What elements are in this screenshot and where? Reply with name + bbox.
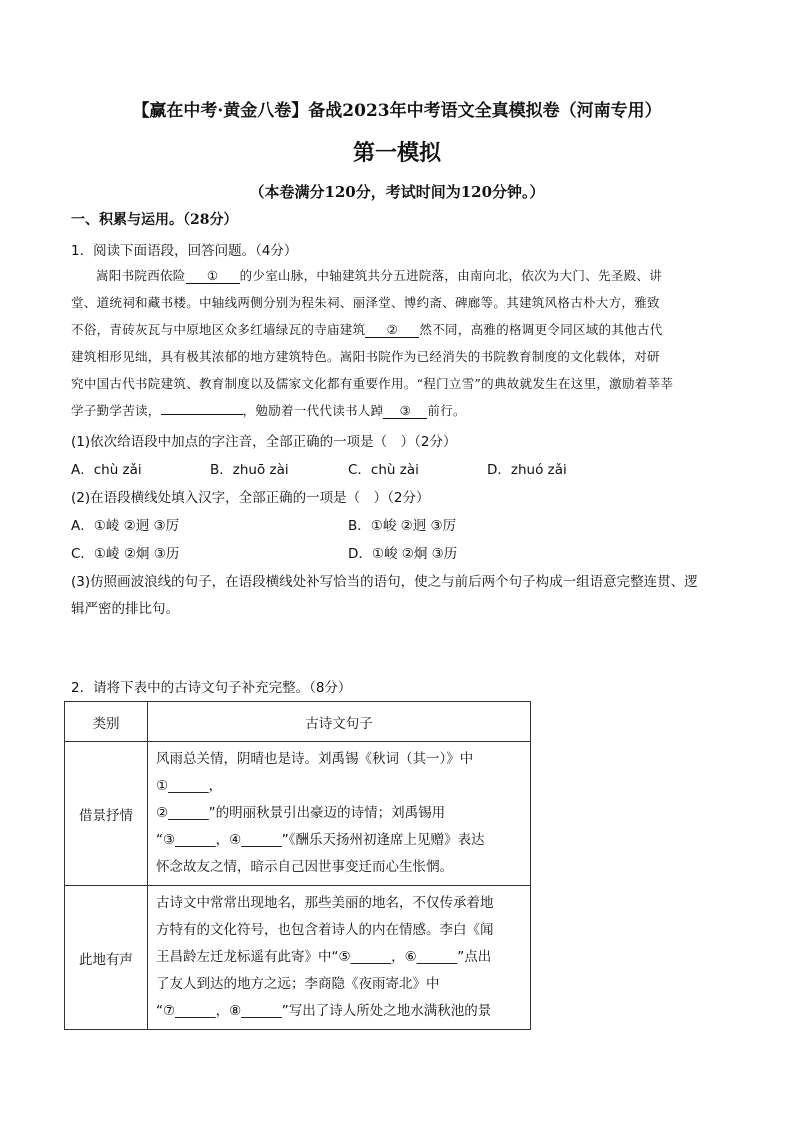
option-d[interactable]: D．①峻 ②炯 ③历 xyxy=(348,546,458,562)
row-line: “③______，④______”《酬乐天扬州初逢席上见赠》表达 xyxy=(156,832,485,848)
option-d[interactable]: D．zhuó zǎi xyxy=(487,462,567,478)
row-line: “⑦______，⑧______”写出了诗人所处之地水满秋池的景 xyxy=(156,1003,492,1019)
blank-3: ③ xyxy=(383,403,427,419)
sub-question-3-line: 辑严密的排比句。 xyxy=(71,601,179,617)
passage-line: 不俗，青砖灰瓦与中原地区众多红墙绿瓦的寺庙建筑 ② 然不同，高雅的格调更令同区域的其他古代 xyxy=(71,322,663,337)
header-sentences: 古诗文句子 xyxy=(148,702,531,742)
table-header-row xyxy=(65,702,531,742)
exam-note: （本卷满分120分，考试时间为120分钟。） xyxy=(249,183,545,201)
option-c[interactable]: C．①崚 ②炯 ③历 xyxy=(71,546,180,562)
sub-question-3-line: (3)仿照画波浪线的句子，在语段横线处补写恰当的语句，使之与前后两个句子构成一组语意完整连贯、逻 xyxy=(71,574,698,590)
row-category: 此地有声 xyxy=(65,886,148,1030)
exam-title: 【赢在中考·黄金八卷】备战2023年中考语文全真模拟卷（河南专用） xyxy=(132,101,662,121)
passage-line: 究中国古代书院建筑、教育制度以及儒家文化都有重要作用。“程门立雪”的典故就发生在这里，激励着莘莘 xyxy=(71,376,674,391)
exam-subtitle: 第一模拟 xyxy=(352,140,441,166)
passage-line: 堂、道统祠和藏书楼。中轴线两侧分别为程朱祠、丽泽堂、博约斋、碑廊等。其建筑风格古朴大方，雅致 xyxy=(71,295,660,310)
question-2-stem: 2．请将下表中的古诗文句子补充完整。（8分） xyxy=(71,680,352,696)
table-row xyxy=(65,886,531,1030)
table-row xyxy=(65,742,531,886)
row-category: 借景抒情 xyxy=(65,742,148,886)
row-line: ②______”的明丽秋景引出豪迈的诗情；刘禹锡用 xyxy=(156,805,446,821)
option-a[interactable]: A．①崚 ②迥 ③厉 xyxy=(71,518,180,534)
passage-line: 学子勤学苦读， ，勉励着一代代读书人踔 ③ 前行。 xyxy=(71,403,466,418)
section-heading: 一、积累与运用。（28分） xyxy=(71,212,238,228)
option-b[interactable]: B．①峻 ②迥 ③厉 xyxy=(348,518,457,534)
row-line: 王昌龄左迁龙标遥有此寄》中“⑤______，⑥______”点出 xyxy=(156,949,492,965)
sub-question-2-stem: (2)在语段横线处填入汉字，全部正确的一项是（ ）（2分） xyxy=(71,490,430,506)
option-c[interactable]: C．chù zài xyxy=(348,462,419,478)
row-line: 方特有的文化符号，也包含着诗人的内在情感。李白《闻 xyxy=(156,922,494,938)
row-line: 风雨总关情，阴晴也是诗。刘禹锡《秋词（其一）》中①______， xyxy=(156,751,474,794)
blank-wavy-sentence xyxy=(161,414,243,415)
row-line: 了友人到达的地方之远；李商隐《夜雨寄北》中 xyxy=(156,976,440,992)
row-line: 怀念故友之情，暗示自己因世事变迁而心生怅惘。 xyxy=(156,859,453,875)
sub-question-1-stem: (1)依次给语段中加点的字注音，全部正确的一项是（ ）（2分） xyxy=(71,434,457,450)
passage-line: 嵩阳书院西依险 ① 的少室山脉，中轴建筑共分五进院落，由南向北，依次为大门、先圣殿、讲 xyxy=(96,268,663,283)
blank-1: ① xyxy=(186,268,240,284)
question-1-stem: 1．阅读下面语段，回答问题。（4分） xyxy=(71,243,298,259)
row-content xyxy=(148,742,531,886)
poetry-table xyxy=(64,701,531,1030)
blank-2: ② xyxy=(365,322,419,338)
passage-line: 建筑相形见绌，具有极其浓郁的地方建筑特色。嵩阳书院作为已经消失的书院教育制度的文化载体，对研 xyxy=(71,349,660,364)
header-category: 类别 xyxy=(65,702,148,742)
row-content xyxy=(148,886,531,1030)
option-a[interactable]: A．chù zǎi xyxy=(71,462,142,478)
row-line: 古诗文中常常出现地名，那些美丽的地名，不仅传承着地 xyxy=(156,895,494,911)
option-b[interactable]: B．zhuō zài xyxy=(210,462,289,478)
